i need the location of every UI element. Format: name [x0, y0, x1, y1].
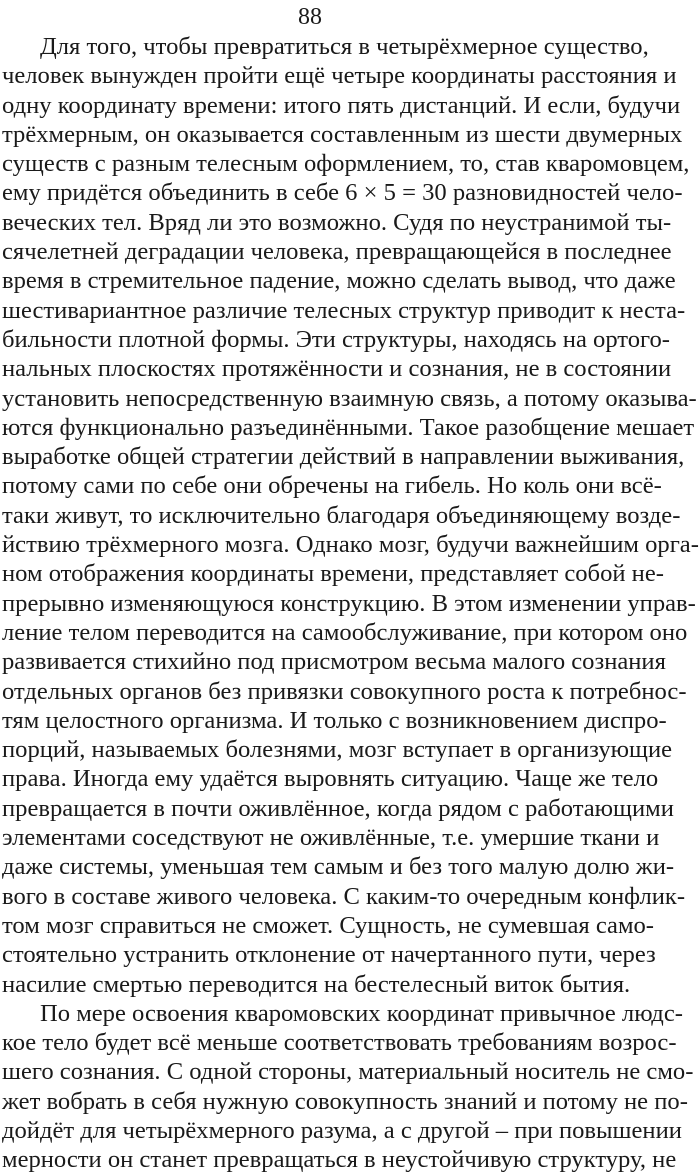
text-line: По мере освоения кваромовских координат привычное людс- [40, 999, 683, 1027]
text-line: элементами соседствуют не оживлённые, т.е. умершие ткани и [2, 824, 660, 852]
text-line: даже системы, уменьшая тем самым и без того малую долю жи- [2, 853, 675, 881]
text-line: одну координату времени: итого пять дистанций. И если, будучи [2, 91, 681, 119]
text-line: порций, называемых болезнями, мозг вступает в организующие [2, 736, 673, 764]
text-line: бильности плотной формы. Эти структуры, находясь на ортого- [2, 325, 670, 353]
text-line: ном отображения координаты времени, представляет собой не- [2, 560, 664, 588]
text-line: отдельных органов без привязки совокупного роста к потребнос- [2, 677, 687, 705]
text-line: ему придётся объединить в себе 6 × 5 = 30 разновидностей чело- [2, 179, 683, 207]
text-line: выработке общей стратегии действий в направлении выживания, [2, 443, 685, 471]
text-line: вого в составе живого человека. С каким-то очередным конфлик- [2, 882, 686, 910]
paragraph [2, 999, 694, 1175]
text-line: превращается в почти оживлённое, когда рядом с работающими [2, 794, 674, 822]
text-line: трёхмерным, он оказывается составленным из шести двумерных [2, 120, 683, 148]
text-line: права. Иногда ему удаётся выровнять ситуацию. Чаще же тело [2, 765, 659, 793]
text-line: установить непосредственную взаимную связь, а потому оказыва- [2, 384, 697, 412]
text-line: стоятельно устранить отклонение от начертанного пути, через [2, 941, 656, 969]
text-line: прерывно изменяющуюся конструкцию. В этом изменении управ- [2, 589, 696, 617]
text-line: ются функционально разъединёнными. Такое разобщение мешает [2, 413, 695, 441]
text-line: существ с разным телесным оформлением, то, став кваромовцем, [2, 150, 690, 178]
text-line: жет вобрать в себя нужную совокупность знаний и потому не по- [2, 1087, 688, 1115]
body-text [2, 32, 699, 1175]
text-line: веческих тел. Вряд ли это возможно. Судя по неустранимой ты- [2, 208, 672, 236]
text-line: йствию трёхмерного мозга. Однако мозг, будучи важнейшим орга- [2, 531, 699, 559]
text-line: развивается стихийно под присмотром весьма малого сознания [2, 648, 666, 676]
text-line: шестивариантное различие телесных структур приводит к неста- [2, 296, 686, 324]
text-line: Для того, чтобы превратиться в четырёхмерное существо, [40, 33, 649, 60]
text-line: человек вынужден пройти ещё четыре координаты расстояния и [2, 62, 677, 90]
text-line: потому сами по себе они обречены на гибель. Но коль они всё- [2, 472, 662, 500]
text-line: тям целостного организма. И только с возникновением диспро- [2, 706, 667, 734]
text-line: шего сознания. С одной стороны, материальный носитель не смо- [2, 1058, 694, 1086]
text-line: том мозг справиться не сможет. Сущность, не сумевшая само- [2, 911, 654, 939]
text-line: время в стремительное падение, можно сделать вывод, что даже [2, 267, 676, 295]
text-line: дойдёт для четырёхмерного разума, а с другой – при повышении [2, 1116, 682, 1144]
text-line: сячелетней деградации человека, превращающейся в последнее [2, 238, 672, 266]
text-line: таки живут, то исключительно благодаря объединяющему возде- [2, 501, 681, 529]
text-line: насилие смертью переводится на бестелесный виток бытия. [2, 970, 631, 998]
page-number: 88 [298, 4, 322, 30]
text-line: кое тело будет всё меньше соответствовать требованиям возрос- [2, 1029, 677, 1057]
text-line: ление телом переводится на самообслуживание, при котором оно [2, 618, 688, 646]
text-line: нальных плоскостях протяжённости и сознания, не в состоянии [2, 355, 672, 383]
text-line: мерности он станет превращаться в неустойчивую структуру, не [2, 1146, 677, 1174]
paragraph [2, 32, 699, 999]
